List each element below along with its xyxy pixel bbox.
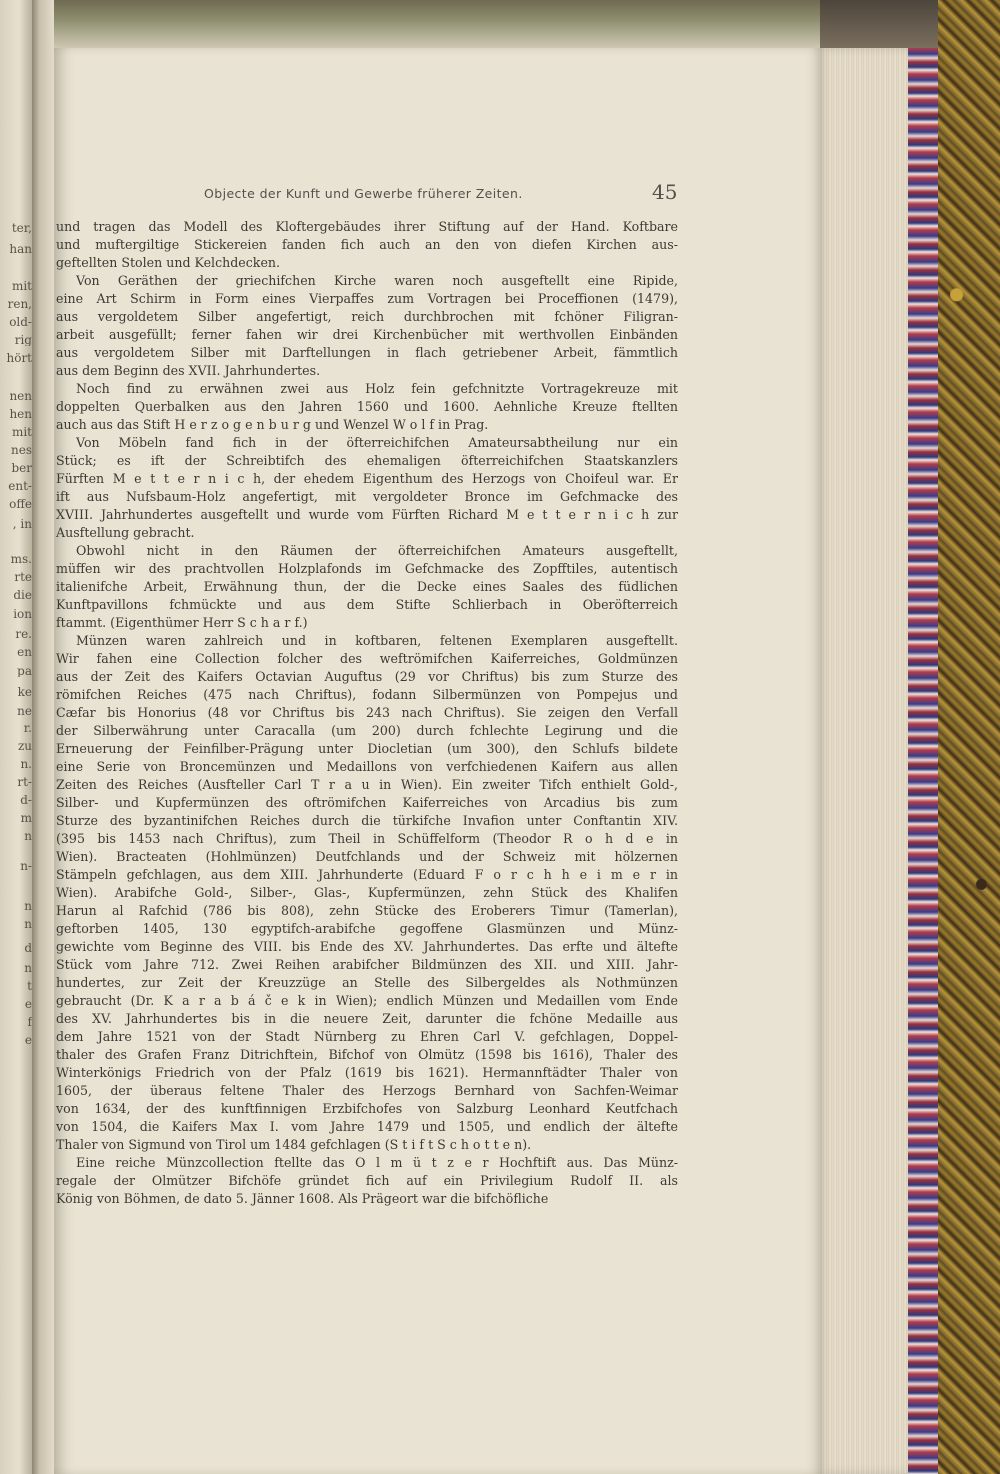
text-line: thaler des Grafen Franz Ditrichftein, Bifchof von Olmütz (1598 bis 1616), Thaler des	[56, 1047, 678, 1062]
text-line: des XV. Jahrhundertes bis in die neuere Zeit, darunter die fchöne Medaille aus	[56, 1011, 678, 1026]
margin-fragment: , in	[12, 518, 32, 530]
marbled-cover	[938, 0, 1000, 1474]
margin-fragment: d-	[20, 794, 32, 806]
book-gutter	[32, 0, 54, 1474]
margin-fragment: e	[24, 998, 32, 1010]
text-line: Obwohl nicht in den Räumen der öfterreichifchen Amateurs ausgeftellt,	[76, 543, 678, 558]
text-line: gewichte vom Beginne des VIII. bis Ende des XV. Jahrhundertes. Das erfte und ältefte	[56, 939, 678, 954]
text-line: Stück vom Jahre 712. Zwei Reihen arabifcher Bildmünzen des XII. und XIII. Jahr-	[56, 957, 678, 972]
text-line: von 1504, die Kaifers Max I. vom Jahre 1479 und 1505, und endlich der ältefte	[56, 1119, 678, 1134]
text-line: ift aus Nufsbaum-Holz angefertigt, mit vergoldeter Bronce im Gefchmacke des	[56, 489, 678, 504]
text-line: und muftergiltige Stickereien fanden fich auch an den von diefen Kirchen aus-	[56, 237, 678, 252]
text-line: eine Art Schirm in Form eines Vierpaffes zum Vortragen bei Proceffionen (1479),	[56, 291, 678, 306]
margin-fragment: r.	[23, 722, 32, 734]
text-line: Zeiten des Reiches (Ausfteller Carl T r a u in Wien). Ein zweiter Tifch enthielt Gold-,	[56, 777, 678, 792]
text-line: doppelten Querbalken aus den Jahren 1560 und 1600. Aehnliche Kreuze ftellten	[56, 399, 678, 414]
text-line: aus vergoldetem Silber mit Darftellungen in flach getriebener Arbeit, fämmtlich	[56, 345, 678, 360]
text-line: geftellten Stolen und Kelchdecken.	[56, 255, 281, 270]
margin-fragment: ren,	[7, 298, 32, 310]
text-line: (395 bis 1453 nach Chriftus), zum Theil in Schüffelform (Theodor R o h d e in	[56, 831, 678, 846]
text-line: ftammt. (Eigenthümer Herr S c h a r f.)	[56, 615, 308, 630]
text-line: Winterkönigs Friedrich von der Pfalz (1619 bis 1621). Hermannftädter Thaler von	[56, 1065, 678, 1080]
margin-fragment: t	[27, 980, 32, 992]
margin-fragment: m	[20, 812, 32, 824]
text-line: geftorben 1405, 130 egyptifch-arabifche gegoffene Glasmünzen und Münz-	[56, 921, 678, 936]
text-line: eine Serie von Broncemünzen und Medaillons von verfchiedenen Kaifern aus allen	[56, 759, 678, 774]
margin-fragment: e	[24, 1034, 32, 1046]
text-line: Erneuerung der Feinfilber-Prägung unter Diocletian (um 300), den Schlufs bildete	[56, 741, 678, 756]
text-line: Noch find zu erwähnen zwei aus Holz fein gefchnitzte Vortragekreuze mit	[76, 381, 678, 396]
text-line: von 1634, der des kunftfinnigen Erzbifchofes von Salzburg Leonhard Keutfchach	[56, 1101, 678, 1116]
margin-fragment: n	[24, 918, 32, 930]
text-line: Wien). Arabifche Gold-, Silber-, Glas-, Kupfermünzen, zehn Stück des Khalifen	[56, 885, 678, 900]
margin-fragment: f	[27, 1016, 32, 1028]
margin-fragment: d	[24, 942, 32, 954]
paragraph	[56, 632, 678, 1154]
text-line: aus dem Beginn des XVII. Jahrhundertes.	[56, 363, 321, 378]
marbled-edge	[908, 48, 938, 1474]
margin-fragment: ms.	[10, 553, 32, 565]
paragraph	[56, 272, 678, 380]
margin-fragment: han	[9, 243, 32, 255]
text-line: Von Geräthen der griechifchen Kirche waren noch ausgeftellt eine Ripide,	[76, 273, 678, 288]
text-line: Fürften M e t t e r n i c h, der ehedem Eigenthum des Herzogs von Choifeul war. Er	[56, 471, 678, 486]
paragraph	[56, 1154, 678, 1208]
margin-fragment: ber	[11, 462, 32, 474]
text-line: aus der Zeit des Kaifers Octavian Auguftus (29 vor Chriftus) bis zum Sturze des	[56, 669, 678, 684]
margin-fragment: n	[24, 962, 32, 974]
margin-fragment: n.	[20, 758, 32, 770]
text-line: auch aus das Stift H e r z o g e n b u r g und Wenzel W o l f in Prag.	[56, 417, 489, 432]
margin-fragment: ne	[17, 705, 32, 717]
text-line: Eine reiche Münzcollection ftellte das O l m ü t z e r Hochftift aus. Das Münz-	[76, 1155, 678, 1170]
margin-fragment: pa	[17, 665, 32, 677]
paragraph	[56, 542, 678, 632]
margin-fragment: old-	[9, 316, 32, 328]
margin-fragment: nes	[11, 444, 32, 456]
margin-fragment: offe	[9, 498, 32, 510]
paragraph	[56, 218, 678, 272]
text-line: regale der Olmützer Bifchöfe gründet fich auf ein Privilegium Rudolf II. als	[56, 1173, 678, 1188]
text-line: König von Böhmen, de dato 5. Jänner 1608. Als Prägeort war die bifchöfliche	[56, 1191, 549, 1206]
margin-fragment: ion	[13, 608, 32, 620]
text-line: dem Jahre 1521 von der Stadt Nürnberg zu Ehren Carl V. gefchlagen, Doppel-	[56, 1029, 678, 1044]
text-line: aus vergoldetem Silber angefertigt, reich durchbrochen mit fchöner Filigran-	[56, 309, 678, 324]
margin-fragment: hen	[9, 408, 32, 420]
margin-fragment: rte	[14, 571, 32, 583]
margin-fragment: n-	[20, 860, 32, 872]
margin-fragment: mit	[11, 280, 32, 292]
text-line: Ausftellung gebracht.	[56, 525, 195, 540]
body-text	[56, 218, 678, 1208]
margin-fragment: mit	[11, 426, 32, 438]
text-line: italienifche Arbeit, Erwähnung thun, der die Decke eines Saales des füdlichen	[56, 579, 678, 594]
text-line: römifchen Reiches (475 nach Chriftus), fodann Silbermünzen von Pompejus und	[56, 687, 678, 702]
text-line: Thaler von Sigmund von Tirol um 1484 gefchlagen (S t i f t S c h o t t e n).	[56, 1137, 532, 1152]
text-line: Wir fahen eine Collection folcher des weftrömifchen Kaiferreiches, Goldmünzen	[56, 651, 678, 666]
text-line: 1605, der überaus feltene Thaler des Herzogs Bernhard von Sachfen-Weimar	[56, 1083, 678, 1098]
margin-fragment: en	[17, 646, 32, 658]
margin-fragment: rt-	[17, 776, 32, 788]
margin-fragment: ter,	[11, 222, 32, 234]
paragraph	[56, 434, 678, 542]
text-line: Sturze des byzantinifchen Reiches durch die türkifche Invafion unter Conftantin XIV.	[56, 813, 678, 828]
paragraph	[56, 380, 678, 434]
text-line: Harun al Rafchid (786 bis 808), zehn Stücke des Eroberers Timur (Tamerlan),	[56, 903, 678, 918]
margin-fragment: zu	[17, 740, 32, 752]
text-line: Silber- und Kupfermünzen des oftrömifchen Kaiferreiches von Arcadius bis zum	[56, 795, 678, 810]
text-line: gebraucht (Dr. K a r a b á č e k in Wien); endlich Münzen und Medaillen vom Ende	[56, 993, 678, 1008]
margin-fragment: re.	[15, 628, 32, 640]
text-line: Cæfar bis Honorius (48 vor Chriftus bis 243 nach Chriftus). Sie zeigen den Verfall	[56, 705, 678, 720]
margin-fragment: n	[24, 830, 32, 842]
margin-fragment: nen	[9, 390, 32, 402]
margin-fragment: rig	[14, 334, 32, 346]
text-line: Von Möbeln fand fich in der öfterreichifchen Amateursabtheilung nur ein	[76, 435, 678, 450]
text-line: und tragen das Modell des Kloftergebäudes ihrer Stiftung auf der Hand. Koftbare	[56, 219, 678, 234]
facing-page-edge	[0, 0, 32, 1474]
text-line: hundertes, zur Zeit der Kreuzzüge an Stelle des Silbergeldes als Nothmünzen	[56, 975, 678, 990]
margin-fragment: hört	[6, 352, 32, 364]
top-shadow-band	[54, 0, 820, 48]
margin-fragment: die	[13, 589, 32, 601]
text-line: der Silberwährung unter Caracalla (um 200) durch fchlechte Legirung und die	[56, 723, 678, 738]
margin-fragment: ent-	[8, 480, 32, 492]
text-line: Kunftpavillons fchmückte und aus dem Stifte Schlierbach in Oberöfterreich	[56, 597, 678, 612]
page-block-edges	[822, 48, 914, 1474]
text-line: müffen wir des prachtvollen Holzplafonds im Gefchmacke des Zopfftiles, autentisch	[56, 561, 678, 576]
text-line: XVIII. Jahrhundertes ausgeftellt und wurde vom Fürften Richard M e t t e r n i c h zur	[56, 507, 678, 522]
running-header: Objecte der Kunft und Gewerbe früherer Zeiten.	[204, 186, 523, 201]
text-line: Stück; es ift der Schreibtifch des ehemaligen öfterreichifchen Staatskanzlers	[56, 453, 678, 468]
text-line: Wien). Bracteaten (Hohlmünzen) Deutfchlands und der Schweiz mit hölzernen	[56, 849, 678, 864]
text-line: arbeit ausgefüllt; ferner fahen wir drei Kirchenbücher mit werthvollen Einbänden	[56, 327, 678, 342]
margin-fragment: ke	[17, 686, 32, 698]
text-line: Münzen waren zahlreich und in koftbaren, feltenen Exemplaren ausgeftellt.	[76, 633, 678, 648]
page-number: 45	[652, 180, 678, 204]
text-line: Stämpeln gefchlagen, aus dem XIII. Jahrhunderte (Eduard F o r c h h e i m e r in	[56, 867, 678, 882]
margin-fragment: n	[24, 900, 32, 912]
